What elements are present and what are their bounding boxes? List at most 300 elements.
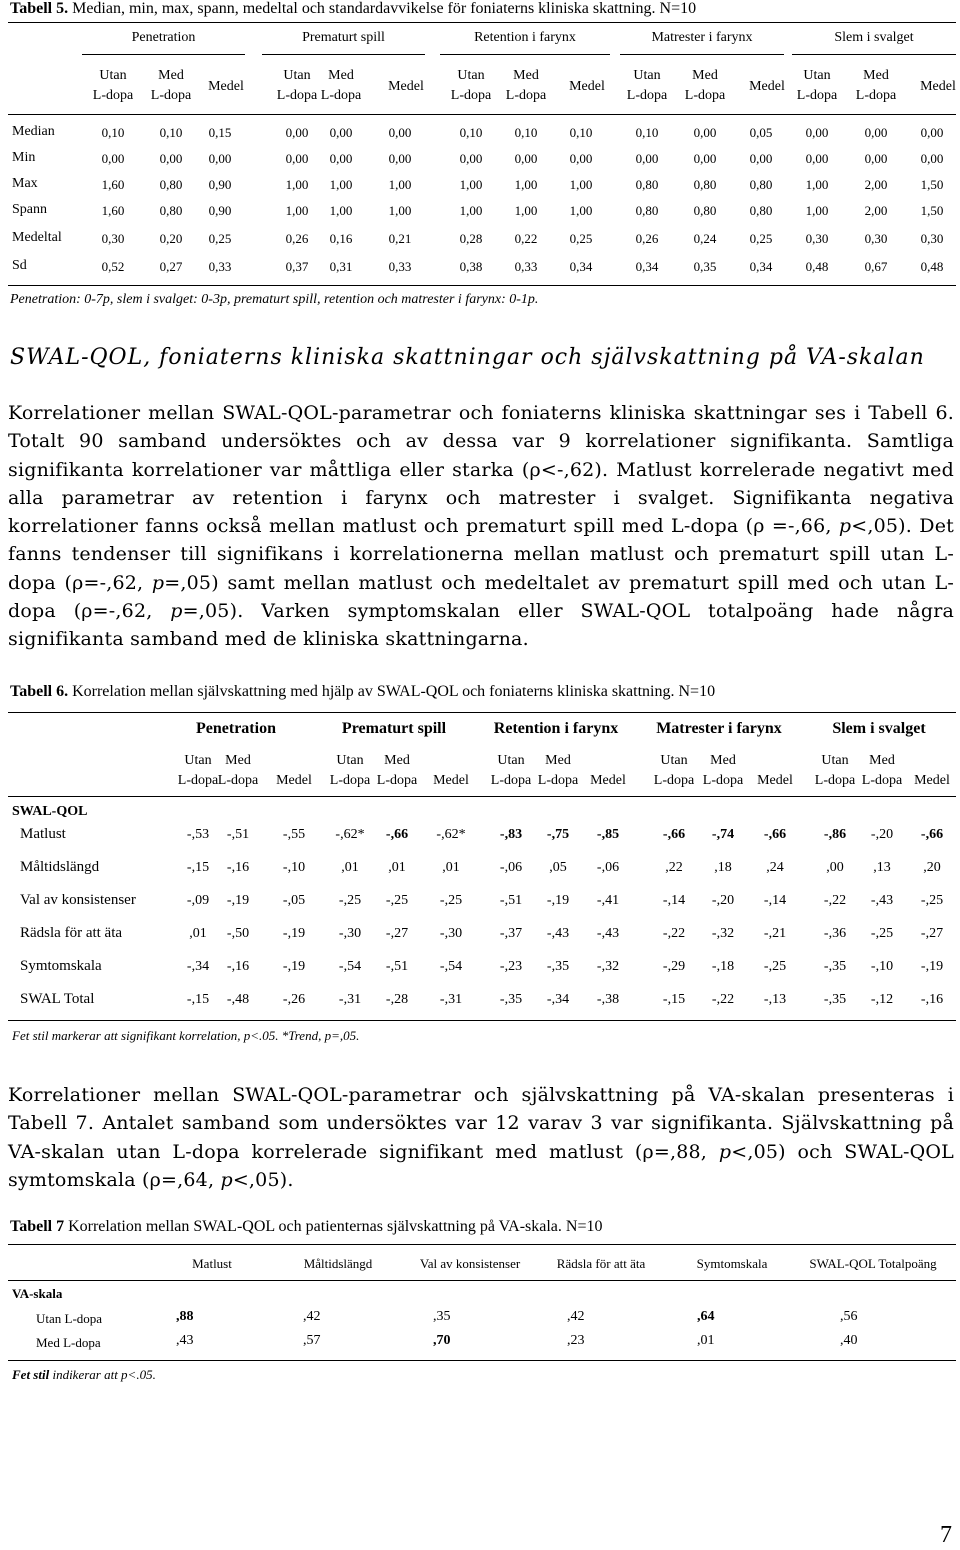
table-5-cell: 0,30 [805, 231, 829, 246]
table-6-cell: -,16 [226, 860, 250, 875]
table-6-cell: -,34 [186, 959, 210, 974]
table-5-subheader-utan [787, 66, 847, 106]
table-6-cell: -,14 [662, 893, 686, 908]
subheader-ldopa-label: L-dopa [276, 88, 318, 103]
table-5-cell: 2,00 [864, 177, 888, 192]
table-5-cell: 0,34 [569, 259, 593, 274]
table-6-cell: -,66 [920, 827, 944, 842]
table-5-cell: 0,00 [285, 151, 309, 166]
table-5-cell: 0,24 [693, 231, 717, 246]
table-5-cell: 0,00 [805, 151, 829, 166]
subheader-ldopa-label: L-dopa [626, 88, 668, 103]
table-6-subheader-med: Med [869, 753, 895, 768]
table-6-subheader-medel: Medel [757, 773, 793, 788]
table-6-cell: -,30 [338, 926, 362, 941]
text-run: Korrelationer mellan SWAL-QOL-parametrar och självskattning på VA-skalan presenteras i Tabell 7. Antalet samband som undersöktes var 12 varav 3 var signifikanta. Självskattning på VA-skalan utan L-dopa korrelerade signifikant med matlust (ρ=,88, [8, 1084, 954, 1163]
paragraph-2 [8, 1081, 954, 1194]
table-5-group-rule [792, 54, 956, 55]
table-5-cell: 0,30 [101, 231, 125, 246]
table-5-cell: 0,25 [208, 231, 232, 246]
subheader-ldopa-label: L-dopa [505, 88, 547, 103]
table-6-subheader-utan: Utan [184, 753, 212, 768]
table-6-subheader-medel: Medel [914, 773, 950, 788]
table-5-cell: 0,00 [635, 151, 659, 166]
table-6-group-header: Prematurt spill [341, 720, 447, 737]
table-6-cell: -,25 [920, 893, 944, 908]
table-5-row-label: Medeltal [12, 230, 62, 245]
table-5-cell: 1,00 [805, 177, 829, 192]
table-5-cell: 0,33 [208, 259, 232, 274]
table-5-subheader-med [496, 66, 556, 106]
table-5-cell: 0,00 [285, 125, 309, 140]
table-5-bottom-rule [8, 285, 956, 286]
table-6-row-label: Rädsla för att äta [20, 925, 123, 941]
table-5-cell: 0,00 [388, 151, 412, 166]
table-5-cell: 1,50 [920, 203, 944, 218]
table-6-cell: -,12 [870, 992, 894, 1007]
table-5-cell: 0,10 [514, 125, 538, 140]
subheader-ldopa-label: L-dopa [320, 88, 362, 103]
table-6-subheader-ldopa: L-dopa [814, 773, 856, 788]
table-6-cell: -,32 [711, 926, 735, 941]
table-6-cell: -,30 [439, 926, 463, 941]
table-6-cell: -,54 [439, 959, 463, 974]
subheader-ldopa-label: L-dopa [796, 88, 838, 103]
table-5-cell: 0,00 [805, 125, 829, 140]
italic-symbol: p [151, 571, 165, 594]
table-5-cell: 0,30 [864, 231, 888, 246]
table-6-cell: -,66 [662, 827, 686, 842]
subheader-med-label: Med [513, 68, 539, 83]
paragraph-text [8, 399, 954, 654]
subheader-med-label: Med [863, 68, 889, 83]
table-6-cell: -,25 [385, 893, 409, 908]
table-7-cell: ,01 [697, 1333, 715, 1348]
table-5-cell: 1,50 [920, 177, 944, 192]
table-5-cell: 1,00 [569, 177, 593, 192]
table-6-cell: -,16 [920, 992, 944, 1007]
table-7-cell: ,40 [840, 1333, 858, 1348]
table-5-cell: 0,00 [693, 151, 717, 166]
table-6-subheader-utan: Utan [821, 753, 849, 768]
table-5-subheader-medel: Medel [569, 79, 605, 94]
section-heading: SWAL-QOL, foniaterns kliniska skattningar och självskattning på VA-skalan [10, 345, 925, 370]
table-6-cell: -,15 [186, 992, 210, 1007]
table-6-header-rule [8, 796, 956, 797]
table-5-group-header: Slem i svalget [834, 30, 914, 45]
table-5-cell: 0,00 [329, 151, 353, 166]
table-5-cell: 0,30 [920, 231, 944, 246]
table-6-caption: Tabell 6. Korrelation mellan självskattning med hjälp av SWAL-QOL och foniaterns kliniska skattning. N=10 [10, 683, 716, 700]
table-6-cell: -,14 [763, 893, 787, 908]
table-5-group-rule [82, 54, 245, 55]
table-5-cell: 1,60 [101, 177, 125, 192]
table-7-cell: ,64 [697, 1309, 715, 1324]
table-6-subheader-utan: Utan [336, 753, 364, 768]
table-5-row-label: Min [12, 150, 36, 165]
table-6-group-header: Penetration [196, 720, 276, 737]
table-5-cell: 0,80 [749, 203, 773, 218]
table-6-cell: -,22 [823, 893, 847, 908]
table-5-cell: 0,00 [329, 125, 353, 140]
table-5-cell: 0,80 [159, 203, 183, 218]
table-5-cell: 0,90 [208, 203, 232, 218]
table-6-subheader-ldopa: L-dopa [490, 773, 532, 788]
table-6-cell: -,25 [439, 893, 463, 908]
table-5-cell: 0,35 [693, 259, 717, 274]
table-5-group-rule [262, 54, 425, 55]
table-5-cell: 0,00 [864, 151, 888, 166]
table-6-cell: -,48 [226, 992, 250, 1007]
table-6-cell: -,31 [338, 992, 362, 1007]
table-7-caption: Tabell 7 Korrelation mellan SWAL-QOL och patienternas självskattning på VA-skala. N=10 [10, 1218, 603, 1235]
table-5-cell: 0,10 [635, 125, 659, 140]
table-6-cell: -,15 [186, 860, 210, 875]
table-6-row-label: Symtomskala [20, 958, 102, 974]
table-6-cell: -,32 [596, 959, 620, 974]
table-5-cell: 0,26 [285, 231, 309, 246]
table-6-row-label: Måltidslängd [20, 859, 100, 875]
page-number: 7 [940, 1522, 952, 1548]
subheader-ldopa-label: L-dopa [855, 88, 897, 103]
table-6-cell: -,28 [385, 992, 409, 1007]
table-6-cell: -,20 [711, 893, 735, 908]
table-6-cell: -,13 [763, 992, 787, 1007]
table-5-cell: 0,10 [459, 125, 483, 140]
italic-symbol: p [718, 1140, 732, 1163]
table-6-cell: -,25 [763, 959, 787, 974]
table-6-cell: -,19 [920, 959, 944, 974]
table-5-cell: 0,20 [159, 231, 183, 246]
table-6-subheader-medel: Medel [276, 773, 312, 788]
subheader-ldopa-label: L-dopa [450, 88, 492, 103]
subheader-utan-label: Utan [803, 68, 831, 83]
table-5-cell: 0,00 [101, 151, 125, 166]
table-6-subheader-ldopa: L-dopa [861, 773, 903, 788]
table-6-subheader-med: Med [710, 753, 736, 768]
table-5-cell: 0,48 [920, 259, 944, 274]
table-6-cell: -,43 [546, 926, 570, 941]
table-7-column-header: Måltidslängd [303, 1256, 373, 1271]
table-5-cell: 0,34 [635, 259, 659, 274]
table-6-cell: -,35 [823, 959, 847, 974]
table-6-cell: -,25 [338, 893, 362, 908]
table-6-cell: ,01 [341, 860, 359, 875]
table-6-cell: -,43 [596, 926, 620, 941]
table-5-row-label: Median [12, 124, 55, 139]
table-5-cell: 0,38 [459, 259, 483, 274]
table-6-row-label: Val av konsistenser [20, 892, 136, 908]
table-5-subheader-medel: Medel [208, 79, 244, 94]
table-5-group-rule [440, 54, 610, 55]
table-5-cell: 0,05 [749, 125, 773, 140]
text-run: =,05) samt mellan matlust och medeltalet av prematurt spill med och utan L-dopa (ρ=-,62, [8, 571, 955, 623]
table-7-cell: ,70 [433, 1333, 451, 1348]
table-6-subheader-utan: Utan [660, 753, 688, 768]
table-5-cell: 1,00 [514, 177, 538, 192]
table-7-cell: ,23 [567, 1333, 585, 1348]
table-5-cell: 0,26 [635, 231, 659, 246]
table-6-subheader-med: Med [225, 753, 251, 768]
table-6-cell: -,43 [870, 893, 894, 908]
table-5-top-rule [8, 22, 956, 23]
table-5-cell: 0,00 [920, 125, 944, 140]
table-5-subheader-med [141, 66, 201, 106]
table-5-subheader-med [675, 66, 735, 106]
table-5-cell: 0,80 [693, 177, 717, 192]
table-6-cell: -,54 [338, 959, 362, 974]
table-6-cell: -,19 [282, 926, 306, 941]
table-5-subheader-med [846, 66, 906, 106]
table-5-cell: 0,22 [514, 231, 538, 246]
table-5-cell: 0,00 [749, 151, 773, 166]
table-7-top-rule [8, 1244, 956, 1245]
table-6-note: Fet stil markerar att signifikant korrelation, p<.05. *Trend, p=,05. [12, 1028, 360, 1043]
table-6-cell: -,22 [711, 992, 735, 1007]
table-6-subheader-ldopa: L-dopa [177, 773, 219, 788]
table-6-subheader-ldopa: L-dopa [217, 773, 259, 788]
table-7-column-header: Matlust [192, 1256, 232, 1271]
paragraph-1 [8, 399, 954, 654]
table-6-cell: -,36 [823, 926, 847, 941]
table-5-cell: 0,80 [749, 177, 773, 192]
table-5-cell: 0,00 [920, 151, 944, 166]
table-6-cell: -,19 [226, 893, 250, 908]
table-5-cell: 0,00 [693, 125, 717, 140]
table-5-cell: 0,80 [693, 203, 717, 218]
table-7-cell: ,42 [567, 1309, 585, 1324]
table-5-cell: 0,80 [635, 203, 659, 218]
table-6-subheader-ldopa: L-dopa [537, 773, 579, 788]
table-6-cell: ,18 [714, 860, 732, 875]
table-5-cell: 0,00 [159, 151, 183, 166]
table-5-cell: 0,33 [514, 259, 538, 274]
table-7-header-rule [8, 1280, 956, 1281]
text-run: <,05) och SWAL-QOL symtomskala (ρ=,64, [8, 1140, 954, 1191]
table-6-cell: -,21 [763, 926, 787, 941]
table-6-row-label: Matlust [20, 826, 66, 842]
table-6-cell: -,15 [662, 992, 686, 1007]
table-6-group-header: Retention i farynx [493, 720, 619, 737]
table-7-column-header: Val av konsistenser [419, 1256, 521, 1271]
table-6-cell: -,50 [226, 926, 250, 941]
italic-symbol: p [838, 515, 852, 538]
table-6-cell: ,13 [873, 860, 891, 875]
table-6-cell: -,51 [499, 893, 523, 908]
table-6-subheader-ldopa: L-dopa [702, 773, 744, 788]
table-6-top-rule [8, 712, 956, 713]
table-5-cell: 0,21 [388, 231, 412, 246]
table-5-cell: 0,90 [208, 177, 232, 192]
table-6-cell: -,27 [920, 926, 944, 941]
subheader-utan-label: Utan [99, 68, 127, 83]
table-6-cell: -,16 [226, 959, 250, 974]
table-5-cell: 0,15 [208, 125, 232, 140]
table-5-cell: 1,00 [459, 177, 483, 192]
table-6-cell: -,37 [499, 926, 523, 941]
table-5-group-header: Retention i farynx [474, 30, 576, 45]
table-5-caption: Tabell 5. Median, min, max, spann, medeltal och standardavvikelse för foniaterns kliniska skattning. N=10 [10, 0, 697, 17]
table-6-cell: -,34 [546, 992, 570, 1007]
table-6-bottom-rule [8, 1020, 956, 1021]
text-run: <,05). [232, 1168, 294, 1191]
table-7-cell: ,42 [303, 1309, 321, 1324]
table-6-cell: -,53 [186, 827, 210, 842]
table-5-cell: 1,00 [388, 177, 412, 192]
table-6-cell: -,18 [711, 959, 735, 974]
table-6-row-label: SWAL Total [20, 991, 95, 1007]
table-7-note: Fet stil indikerar att p<.05. [12, 1367, 156, 1382]
table-6-cell: -,66 [763, 827, 787, 842]
table-5-subheader-medel: Medel [920, 79, 956, 94]
subheader-med-label: Med [328, 68, 354, 83]
table-6-cell: -,51 [226, 827, 250, 842]
table-5-cell: 1,00 [285, 203, 309, 218]
table-7-cell: ,35 [433, 1309, 451, 1324]
table-5-cell: 1,00 [569, 203, 593, 218]
table-5-cell: 0,00 [514, 151, 538, 166]
table-6-cell: -,26 [282, 992, 306, 1007]
table-6-cell: -,35 [546, 959, 570, 974]
table-7-row-label: Med L-dopa [36, 1335, 101, 1350]
table-6-cell: ,01 [442, 860, 460, 875]
table-6-subheader-ldopa: L-dopa [653, 773, 695, 788]
table-5-cell: 0,52 [101, 259, 125, 274]
table-6-cell: -,06 [596, 860, 620, 875]
subheader-ldopa-label: L-dopa [92, 88, 134, 103]
table-6-subheader-med: Med [384, 753, 410, 768]
table-7-column-header: Symtomskala [696, 1256, 768, 1271]
table-7-bottom-rule [8, 1360, 956, 1361]
table-6-section-label: SWAL-QOL [12, 804, 88, 819]
table-5-cell: 1,00 [329, 177, 353, 192]
table-5-cell: 0,27 [159, 259, 183, 274]
table-6-cell: -,55 [282, 827, 306, 842]
table-5-cell: 1,60 [101, 203, 125, 218]
table-5-subheader-med [311, 66, 371, 106]
table-5-group-header: Matrester i farynx [651, 30, 753, 45]
table-6-cell: ,05 [549, 860, 567, 875]
table-6-cell: ,01 [189, 926, 207, 941]
subheader-utan-label: Utan [283, 68, 311, 83]
table-5-cell: 0,25 [569, 231, 593, 246]
table-5-cell: 1,00 [514, 203, 538, 218]
table-6-cell: ,01 [388, 860, 406, 875]
table-5-row-label: Sd [12, 258, 27, 273]
table-6-cell: -,85 [596, 827, 620, 842]
italic-symbol: p [220, 1168, 233, 1191]
table-6-cell: -,62* [436, 827, 466, 842]
table-5-cell: 0,00 [459, 151, 483, 166]
table-5-subheader-utan [441, 66, 501, 106]
table-6-cell: -,66 [385, 827, 409, 842]
table-6-subheader-medel: Medel [590, 773, 626, 788]
table-6-group-header: Matrester i farynx [656, 720, 782, 737]
table-5-subheader-utan [617, 66, 677, 106]
table-5-cell: 0,00 [569, 151, 593, 166]
table-6-cell: -,09 [186, 893, 210, 908]
table-5-cell: 0,48 [805, 259, 829, 274]
table-6-group-header: Slem i svalget [832, 720, 926, 737]
text-run: <,05). Det fanns tendenser till signifikans i korrelationerna mellan matlust och prematurt spill utan L-dopa (ρ=-,62, [8, 515, 954, 594]
table-6-cell: ,24 [766, 860, 784, 875]
table-6-subheader-med: Med [545, 753, 571, 768]
table-5-cell: 1,00 [388, 203, 412, 218]
table-5-group-rule [620, 54, 784, 55]
italic-symbol: p [170, 600, 183, 623]
table-5-subheader-utan [83, 66, 143, 106]
table-5-note: Penetration: 0-7p, slem i svalget: 0-3p, prematurt spill, retention och matrester i farynx: 0-1p. [10, 292, 539, 307]
table-6-cell: ,20 [923, 860, 941, 875]
table-5-cell: 0,80 [635, 177, 659, 192]
table-6-cell: -,06 [499, 860, 523, 875]
table-5-subheader-medel: Medel [388, 79, 424, 94]
table-5-cell: 0,00 [208, 151, 232, 166]
table-7-column-header: SWAL-QOL Totalpoäng [809, 1256, 937, 1271]
table-6-cell: -,74 [711, 827, 735, 842]
table-5-row-label: Spann [12, 202, 47, 217]
table-5-cell: 0,25 [749, 231, 773, 246]
table-5-cell: 0,80 [159, 177, 183, 192]
table-5-cell: 1,00 [285, 177, 309, 192]
table-6-cell: -,83 [499, 827, 523, 842]
table-5-cell: 0,10 [569, 125, 593, 140]
table-5-cell: 0,16 [329, 231, 353, 246]
table-6-cell: -,29 [662, 959, 686, 974]
table-6-cell: -,62* [335, 827, 365, 842]
table-6-subheader-utan: Utan [497, 753, 525, 768]
table-6-cell: -,23 [499, 959, 523, 974]
table-5-cell: 0,00 [864, 125, 888, 140]
table-5-cell: 0,10 [159, 125, 183, 140]
table-6-cell: -,86 [823, 827, 847, 842]
text-run: Korrelationer mellan SWAL-QOL-parametrar och foniaterns kliniska skattningar ses i Tabell 6. Totalt 90 samband undersöktes och av dessa var 9 korrelationer signifikanta. Samtliga signifikanta korrelationer var måttliga eller starka (ρ<-,62). Matlust korrelerade negativt med alla parametrar av retention i farynx och matrester i svalget. Signifikanta negativa korrelationer fanns också mellan matlust och prematurt spill med L-dopa (ρ =-,66, [8, 402, 954, 538]
table-6-cell: -,35 [499, 992, 523, 1007]
subheader-utan-label: Utan [457, 68, 485, 83]
table-5-cell: 1,00 [329, 203, 353, 218]
table-6-cell: -,10 [282, 860, 306, 875]
table-7-row-label: Utan L-dopa [36, 1311, 103, 1326]
table-5-header-rule [8, 114, 956, 115]
table-6-subheader-ldopa: L-dopa [376, 773, 418, 788]
table-5-cell: 0,34 [749, 259, 773, 274]
table-5-group-header: Prematurt spill [302, 30, 385, 45]
table-5-cell: 2,00 [864, 203, 888, 218]
table-5-cell: 1,00 [459, 203, 483, 218]
table-6-cell: -,05 [282, 893, 306, 908]
table-5-cell: 0,31 [329, 259, 353, 274]
table-7-section-label: VA-skala [12, 1286, 63, 1301]
table-5-subheader-medel: Medel [749, 79, 785, 94]
table-6-cell: -,51 [385, 959, 409, 974]
paragraph-text [8, 1081, 954, 1194]
table-6-cell: -,31 [439, 992, 463, 1007]
table-6-cell: -,35 [823, 992, 847, 1007]
table-6-cell: -,19 [282, 959, 306, 974]
table-6-cell: ,22 [665, 860, 683, 875]
table-6-subheader-ldopa: L-dopa [329, 773, 371, 788]
table-5-cell: 0,10 [101, 125, 125, 140]
table-6-cell: -,75 [546, 827, 570, 842]
table-6-cell: -,38 [596, 992, 620, 1007]
table-6-cell: -,25 [870, 926, 894, 941]
table-6-subheader-medel: Medel [433, 773, 469, 788]
table-5-cell: 0,00 [388, 125, 412, 140]
table-5-row-label: Max [12, 176, 38, 191]
text-run: =,05). Varken symptomskalan eller SWAL-QOL totalpoäng hade några signifikanta samband med de kliniska skattningarna. [8, 600, 955, 651]
table-7-cell: ,56 [840, 1309, 858, 1324]
subheader-med-label: Med [158, 68, 184, 83]
